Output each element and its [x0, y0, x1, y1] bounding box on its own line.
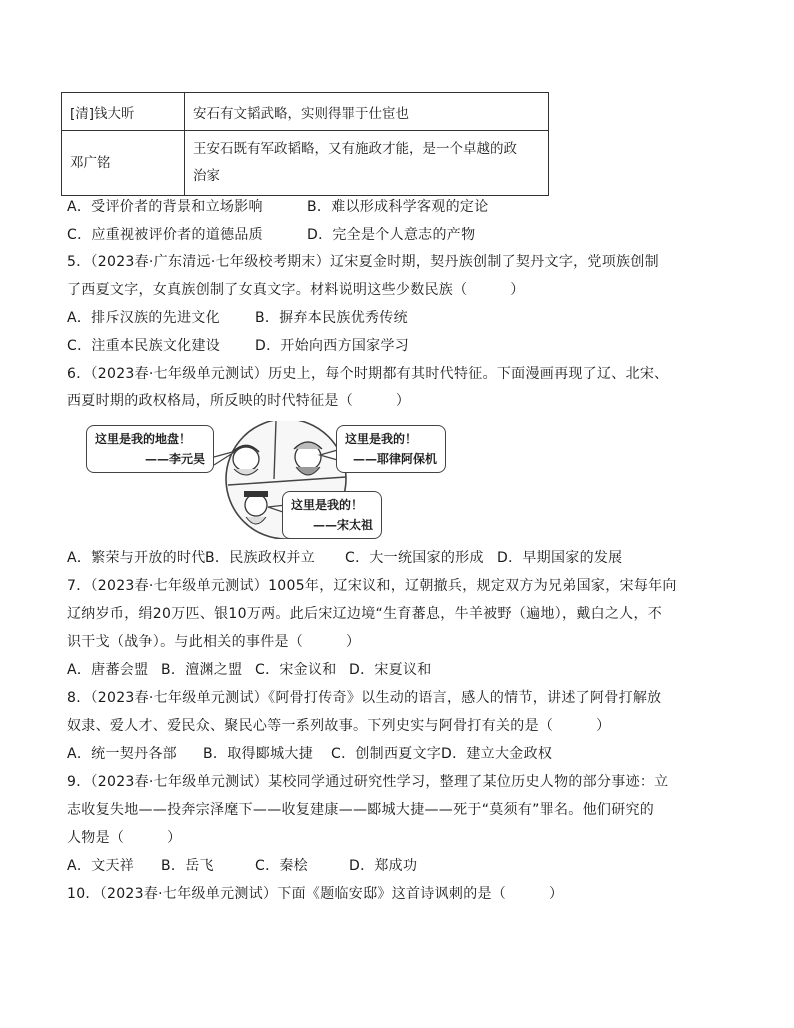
table-cell-author: 邓广铭 — [62, 131, 185, 196]
q7-stem-line: 识干戈（战争）。与此相关的事件是（ ） — [67, 634, 361, 650]
speech-bubble-song-taizu — [282, 491, 382, 539]
option-c[interactable]: C．应重视被评价者的道德品质 — [67, 227, 263, 243]
q7-stem-line: 辽纳岁币，绢20万匹、银10万两。此后宋辽边境“生育蕃息，牛羊被野（遍地），戴白之人，不 — [67, 606, 663, 622]
q5-stem-line: 5．（2023春·广东清远·七年级校考期末）辽宋夏金时期，契丹族创制了契丹文字，党项族创制 — [67, 254, 659, 270]
option-d[interactable]: D．宋夏议和 — [349, 662, 432, 678]
option-c[interactable]: C．注重本民族文化建设 — [67, 338, 221, 354]
q7-stem-line: 7．（2023春·七年级单元测试）1005年，辽宋议和，辽朝撤兵，规定双方为兄弟国家，宋每年向 — [67, 578, 677, 594]
q9-stem-line: 9．（2023春·七年级单元测试）某校同学通过研究性学习，整理了某位历史人物的部分事迹：立 — [67, 774, 669, 790]
q9-options-row — [67, 856, 417, 876]
option-a[interactable]: A．唐蕃会盟 — [67, 662, 149, 678]
q5-options-row-2 — [67, 336, 409, 356]
table-cell-comment — [185, 131, 549, 196]
option-b[interactable]: B．岳飞 — [161, 858, 214, 874]
option-a[interactable]: A．繁荣与开放的时代 — [67, 550, 206, 566]
option-a[interactable]: A．统一契丹各部 — [67, 746, 177, 762]
comment-line: 王安石既有军政韬略，又有施政才能，是一个卓越的政 — [193, 141, 517, 157]
q6-stem-line: 6．（2023春·七年级单元测试）历史上，每个时期都有其时代特征。下面漫画再现了辽、北宋、 — [67, 366, 669, 382]
q8-options-row — [67, 744, 552, 764]
q9-stem-line: 志收复失地——投奔宗泽麾下——收复建康——郾城大捷——死于“莫须有”罪名。他们研究的 — [67, 802, 655, 818]
q6-options-row — [67, 548, 622, 568]
bubble-signature: ——宋太祖 — [312, 518, 373, 532]
q9-stem-line: 人物是（ ） — [67, 830, 182, 846]
table-row — [62, 131, 549, 196]
option-b[interactable]: B．澶渊之盟 — [161, 662, 243, 678]
bubble-signature: ——耶律阿保机 — [352, 452, 437, 466]
option-c[interactable]: C．大一统国家的形成 — [345, 550, 484, 566]
option-b[interactable]: B．民族政权并立 — [205, 550, 316, 566]
bubble-signature: ——李元昊 — [144, 452, 205, 466]
bubble-text: 这里是我的！ — [345, 432, 418, 446]
speech-bubble-li-yuanhao — [86, 425, 214, 473]
option-d[interactable]: D．完全是个人意志的产物 — [307, 227, 476, 243]
option-a[interactable]: A．受评价者的背景和立场影响 — [67, 199, 263, 215]
q4-options-row-1 — [67, 197, 489, 217]
historian-comment-table — [61, 92, 549, 196]
option-a[interactable]: A．排斥汉族的先进文化 — [67, 310, 220, 326]
political-cartoon — [86, 421, 446, 539]
table-cell-comment: 安石有文韬武略，实则得罪于仕宦也 — [185, 93, 549, 131]
q4-options-row-2 — [67, 225, 475, 245]
option-c[interactable]: C．宋金议和 — [255, 662, 337, 678]
q7-options-row — [67, 660, 432, 680]
option-d[interactable]: D．郑成功 — [349, 858, 418, 874]
option-d[interactable]: D．早期国家的发展 — [497, 550, 623, 566]
q6-stem-line: 西夏时期的政权格局，所反映的时代特征是（ ） — [67, 393, 411, 409]
option-d[interactable]: D．建立大金政权 — [441, 746, 553, 762]
q8-stem-line: 8．（2023春·七年级单元测试）《阿骨打传奇》以生动的语言，感人的情节，讲述了阿骨打解放 — [67, 690, 662, 706]
speech-bubble-yelv-abaoji — [336, 425, 446, 473]
option-b[interactable]: B．取得郾城大捷 — [203, 746, 314, 762]
bubble-text: 这里是我的！ — [291, 498, 364, 512]
option-b[interactable]: B．摒弃本民族优秀传统 — [255, 310, 408, 326]
q5-options-row-1 — [67, 308, 408, 328]
q8-stem-line: 奴隶、爱人才、爱民众、聚民心等一系列故事。下列史实与阿骨打有关的是（ ） — [67, 718, 611, 734]
table-cell-author: [清]钱大昕 — [62, 93, 185, 131]
q5-stem-line: 了西夏文字，女真族创制了女真文字。材料说明这些少数民族（ ） — [67, 282, 525, 298]
comment-line: 治家 — [193, 168, 220, 184]
bubble-text: 这里是我的地盘！ — [95, 432, 192, 446]
table-row — [62, 93, 549, 131]
q10-stem-line: 10．（2023春·七年级单元测试）下面《题临安邸》这首诗讽刺的是（ ） — [67, 886, 564, 902]
option-c[interactable]: C．创制西夏文字 — [331, 746, 442, 762]
option-d[interactable]: D．开始向西方国家学习 — [255, 338, 410, 354]
option-a[interactable]: A．文天祥 — [67, 858, 135, 874]
option-c[interactable]: C．秦桧 — [255, 858, 308, 874]
option-b[interactable]: B．难以形成科学客观的定论 — [307, 199, 489, 215]
